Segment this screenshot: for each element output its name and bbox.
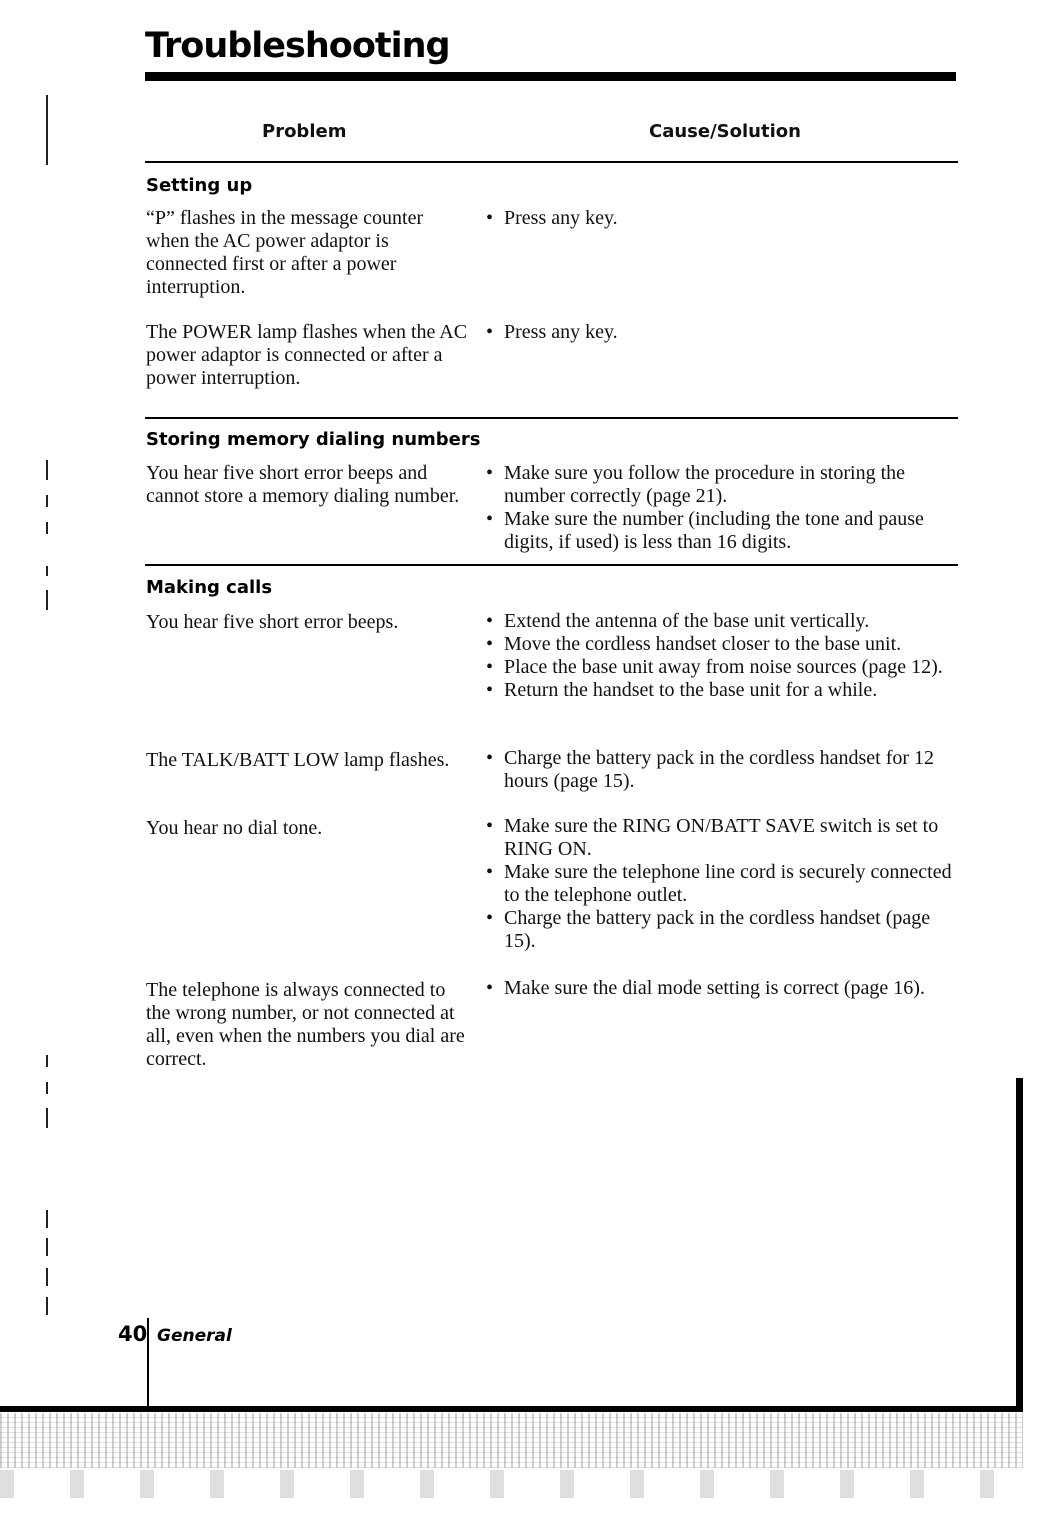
cause-list	[485, 610, 960, 702]
problem-text: “P” flashes in the message counter when the AC power adaptor is connected first or after a power interruption.	[146, 207, 424, 298]
problem-text: The telephone is always connected to the wrong number, or not connected at all, even when the numbers you dial are correct.	[146, 979, 465, 1070]
section-heading-making-calls: Making calls	[146, 577, 273, 598]
cause-item: • Press any key.	[485, 207, 960, 230]
section-rule	[145, 161, 958, 163]
margin-mark	[46, 1082, 48, 1094]
margin-mark	[46, 522, 48, 534]
margin-mark	[46, 495, 48, 507]
section-rule	[145, 417, 958, 419]
margin-mark	[46, 1268, 48, 1286]
margin-mark	[46, 590, 48, 610]
cause-item: • Place the base unit away from noise sources (page 12).	[485, 656, 960, 679]
scan-noise	[0, 1470, 1023, 1498]
page-number: 40	[118, 1322, 148, 1346]
cause-item: • Make sure the RING ON/BATT SAVE switch is set to RING ON.	[485, 815, 960, 861]
cause-item: • Press any key.	[485, 321, 960, 344]
problem-text: You hear five short error beeps.	[146, 611, 399, 633]
title-rule	[145, 72, 956, 81]
cause-list	[485, 747, 960, 793]
page-title: Troubleshooting	[145, 26, 450, 66]
cause-item: • Make sure the dial mode setting is correct (page 16).	[485, 977, 960, 1000]
footer-divider	[147, 1318, 149, 1408]
cause-item: • Move the cordless handset closer to the base unit.	[485, 633, 960, 656]
problem-text: You hear no dial tone.	[146, 817, 323, 839]
cause-item: • Make sure the number (including the tone and pause digits, if used) is less than 16 digits.	[485, 508, 960, 554]
section-heading-storing-memory: Storing memory dialing numbers	[146, 429, 481, 450]
column-header-cause-solution: Cause/Solution	[649, 121, 801, 142]
right-edge-bar	[1016, 1078, 1023, 1411]
scan-noise	[0, 1413, 1023, 1468]
margin-mark	[46, 1055, 48, 1067]
cause-item: • Charge the battery pack in the cordless handset for 12 hours (page 15).	[485, 747, 960, 793]
margin-mark	[46, 460, 48, 480]
cause-item: • Make sure you follow the procedure in storing the number correctly (page 21).	[485, 462, 960, 508]
problem-text: The POWER lamp flashes when the AC power adaptor is connected or after a power interruption.	[146, 321, 468, 389]
footer-section-label: General	[157, 1326, 232, 1346]
cause-list	[485, 321, 960, 344]
cause-item: • Charge the battery pack in the cordless handset (page 15).	[485, 907, 960, 953]
margin-mark	[46, 566, 48, 576]
margin-mark	[46, 1108, 48, 1128]
section-rule	[145, 564, 958, 566]
problem-text: You hear five short error beeps and cannot store a memory dialing number.	[146, 462, 460, 507]
cause-item: • Return the handset to the base unit for a while.	[485, 679, 960, 702]
problem-text: The TALK/BATT LOW lamp flashes.	[146, 749, 450, 771]
margin-mark	[46, 95, 48, 165]
cause-item: • Extend the antenna of the base unit vertically.	[485, 610, 960, 633]
margin-mark	[46, 1238, 48, 1256]
margin-mark	[46, 1210, 48, 1228]
section-heading-setting-up: Setting up	[146, 175, 253, 196]
cause-item: • Make sure the telephone line cord is securely connected to the telephone outlet.	[485, 861, 960, 907]
cause-list	[485, 207, 960, 230]
cause-list	[485, 462, 960, 554]
column-header-problem: Problem	[262, 121, 347, 142]
margin-mark	[46, 1297, 48, 1315]
bottom-edge-bar	[0, 1406, 1023, 1412]
cause-list	[485, 977, 960, 1000]
cause-list	[485, 815, 960, 953]
